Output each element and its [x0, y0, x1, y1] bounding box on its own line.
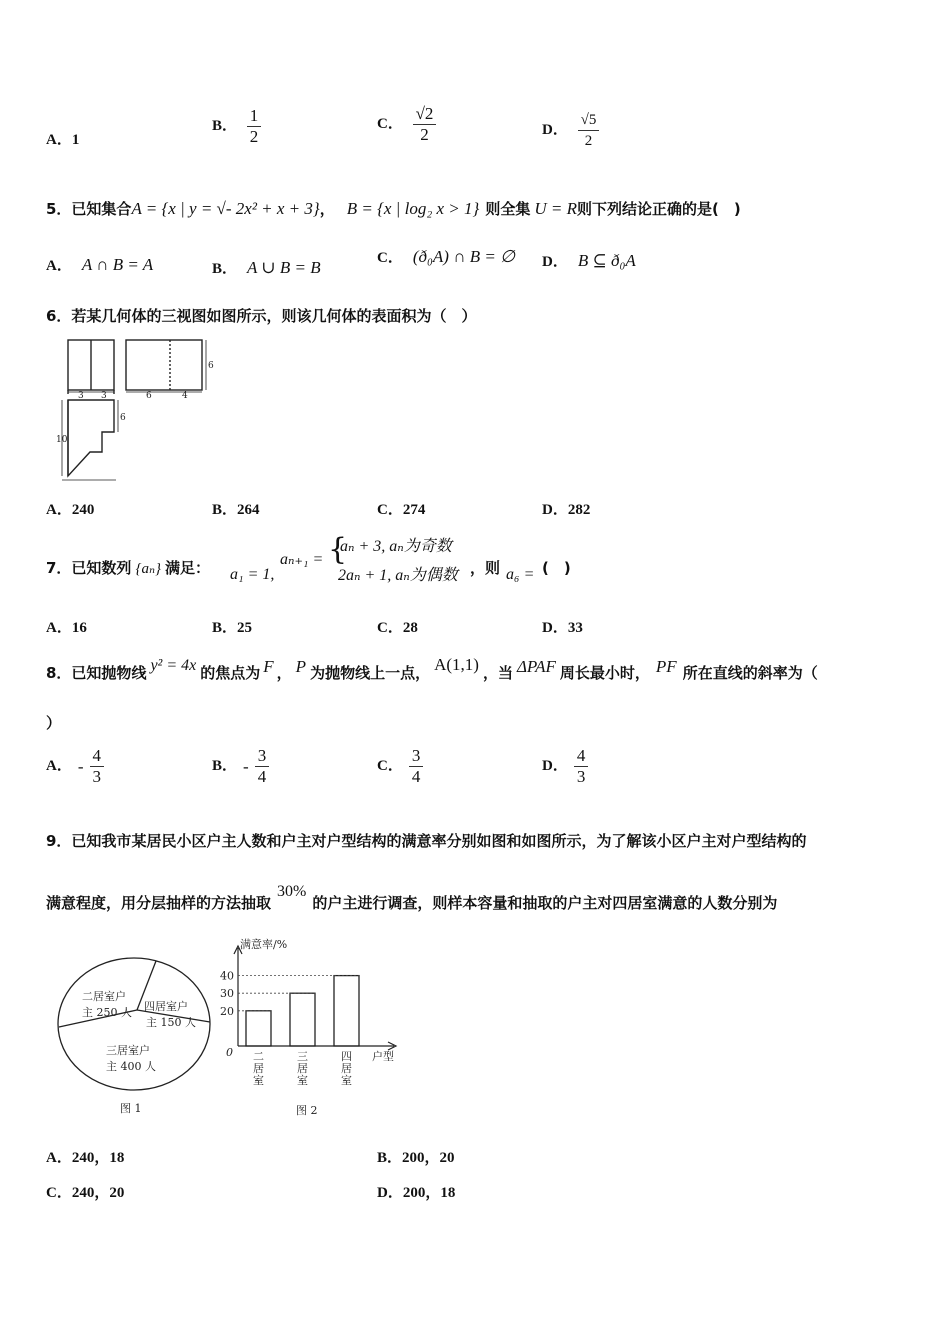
option-math: (ð₀A) ∩ B = ∅ [412, 247, 515, 266]
q8-A: A(1,1) [434, 655, 479, 674]
q7-a6: a₆ = [506, 566, 535, 583]
y-axis-label: 满意率/% [240, 938, 288, 951]
q8-close: ） [46, 714, 62, 732]
q7-option-a[interactable] [46, 616, 87, 637]
q8-text: ， [276, 664, 292, 682]
option-value: 200，20 [402, 1150, 455, 1166]
q5-comma: ， [319, 200, 335, 218]
q5-stem [46, 198, 741, 219]
option-value: 240，20 [71, 1185, 125, 1201]
q9-stem-line1: 9．已知我市某居民小区户主人数和户主对户型结构的满意率分别如图和如图所示，为了解该小区户主对户型结构的 [46, 832, 807, 850]
q5-universe: U = R [534, 199, 577, 218]
option-label: D． [542, 254, 568, 270]
q9-stem-line2 [46, 883, 778, 913]
q5-prefix: 5．已知集合 [46, 200, 132, 218]
numerator: 4 [574, 746, 589, 767]
q7-case-even: 2aₙ + 1, aₙ为偶数 [338, 567, 458, 584]
option-value: 274 [402, 502, 426, 518]
fraction [574, 746, 589, 787]
slice-label: 三居室户 [106, 1044, 150, 1057]
numerator: √2 [413, 104, 437, 125]
slice-label: 主 150 人 [146, 1016, 196, 1029]
option-label: D． [542, 620, 568, 636]
q4-option-c[interactable] [377, 104, 436, 145]
q7-end: ( ) [542, 559, 571, 577]
q8-text: 为抛物线上一点， [310, 664, 431, 682]
option-label: A． [46, 132, 72, 148]
option-label: C． [377, 757, 403, 774]
q7-option-d[interactable] [542, 616, 583, 637]
category-label: 居 [341, 1062, 352, 1075]
category-label: 二 [253, 1050, 264, 1063]
dim-label: 3 [101, 391, 107, 401]
q9-option-c[interactable] [46, 1181, 124, 1202]
q9-text: 的户主进行调查，则样本容量和抽取的户主对四居室满意的人数分别为 [312, 894, 778, 912]
q7-option-b[interactable] [212, 616, 252, 637]
option-label: B． [212, 117, 238, 134]
option-label: D． [542, 121, 568, 138]
option-label: C． [377, 620, 403, 636]
numerator: 3 [255, 746, 270, 767]
option-math: A ∩ B = A [81, 255, 154, 274]
option-value: 25 [237, 620, 253, 636]
option-value: 240 [71, 502, 95, 518]
option-label: B． [212, 757, 238, 774]
option-label: C． [377, 250, 403, 266]
fraction [409, 746, 424, 787]
bar-2 [290, 993, 315, 1046]
slice-label: 主 400 人 [106, 1060, 156, 1073]
q4-option-d[interactable] [542, 110, 599, 151]
dim-label: 6 [146, 391, 152, 401]
numerator: √5 [578, 110, 600, 131]
q9-percent: 30% [277, 883, 307, 900]
slice-label: 主 250 人 [82, 1006, 132, 1019]
q8-text: 所在直线的斜率为（ [682, 664, 818, 682]
option-value: 16 [71, 620, 87, 636]
q5-set-a: A = {x | y = √- 2x² + x + 3} [131, 199, 320, 218]
q6-option-d[interactable] [542, 498, 590, 519]
dim-label: 10 [56, 435, 68, 445]
minus-sign: - [243, 756, 249, 776]
category-label: 居 [297, 1062, 308, 1075]
slice-label: 四居室户 [144, 1000, 188, 1013]
option-label: A． [46, 258, 72, 274]
y-tick-label: 40 [220, 969, 234, 983]
q5-mid: 则全集 [485, 200, 531, 218]
numerator: 4 [90, 746, 105, 767]
denominator: 2 [584, 133, 593, 149]
x-axis-label: 户型 [372, 1050, 394, 1063]
y-tick-label: 20 [220, 1004, 234, 1018]
pie-chart-figure [52, 952, 216, 1122]
figure-caption: 图 1 [120, 1102, 142, 1115]
q8-option-c[interactable] [377, 746, 423, 787]
category-label: 室 [341, 1074, 352, 1087]
three-view-figure [56, 336, 216, 486]
option-label: B． [212, 261, 238, 277]
numerator: 3 [409, 746, 424, 767]
q8-PF: PF [655, 657, 677, 676]
option-label: C． [46, 1185, 72, 1201]
option-value: 200，18 [402, 1185, 456, 1201]
top-view [68, 400, 114, 476]
side-view [126, 340, 202, 390]
q5-option-c[interactable] [377, 246, 515, 267]
slice-label: 二居室户 [82, 990, 126, 1003]
minus-sign: - [77, 756, 84, 776]
q8-option-b[interactable] [212, 746, 269, 787]
category-label: 居 [253, 1062, 264, 1075]
q5-option-b[interactable] [212, 257, 321, 278]
q8-option-a[interactable] [46, 746, 104, 787]
option-value: 240，18 [71, 1150, 125, 1166]
option-value: 264 [237, 502, 260, 518]
q8-stem-line1 [46, 655, 818, 683]
q8-F: F [263, 657, 274, 676]
dim-label: 4 [182, 391, 188, 401]
option-label: A． [46, 620, 72, 636]
option-label: B． [212, 620, 238, 636]
option-math: B ⊆ ð₀A [577, 251, 636, 270]
option-label: D． [377, 1185, 403, 1201]
q5-suffix: 则下列结论正确的是( ) [576, 200, 741, 218]
q8-tri: ΔPAF [516, 657, 556, 676]
q7-prefix: 7．已知数列 [46, 559, 132, 577]
option-value: 33 [567, 620, 583, 636]
fraction [413, 104, 437, 145]
denominator: 3 [576, 767, 586, 786]
option-label: D． [542, 757, 568, 774]
q6-option-c[interactable] [377, 498, 425, 519]
q7-an1: aₙ₊₁ = [280, 551, 324, 568]
q5-set-b: B = {x | log₂ x > 1} [346, 199, 480, 218]
q6-stem: 6．若某几何体的三视图如图所示，则该几何体的表面积为（ ） [46, 307, 477, 325]
denominator: 4 [257, 767, 267, 786]
category-label: 室 [297, 1074, 308, 1087]
origin-label: 0 [226, 1046, 233, 1059]
bar-1 [246, 1011, 271, 1046]
option-label: C． [377, 502, 403, 518]
q7-then: ，则 [470, 559, 501, 577]
option-label: A． [46, 757, 72, 774]
q9-option-b[interactable] [377, 1146, 455, 1167]
category-label: 四 [341, 1050, 352, 1063]
dim-label: 6 [120, 413, 126, 423]
category-label: 三 [297, 1050, 308, 1063]
option-math: A ∪ B = B [247, 258, 321, 277]
option-label: A． [46, 502, 72, 518]
q4-option-a[interactable] [46, 128, 79, 149]
q8-text: ，当 [482, 664, 513, 682]
q7-seq: {aₙ} [135, 561, 162, 577]
denominator: 3 [92, 767, 102, 786]
q9-text: 满意程度，用分层抽样的方法抽取 [46, 894, 272, 912]
fraction [90, 746, 105, 787]
bar-3 [334, 976, 359, 1046]
option-label: A． [46, 1150, 72, 1166]
option-value: 1 [71, 132, 80, 148]
option-value: 28 [402, 620, 418, 636]
q5-option-d[interactable] [542, 250, 636, 271]
fraction [247, 106, 262, 147]
option-label: D． [542, 502, 568, 518]
q7-option-c[interactable] [377, 616, 418, 637]
figure-caption: 图 2 [296, 1104, 318, 1117]
q5-option-a[interactable] [46, 254, 153, 275]
numerator: 1 [247, 106, 262, 127]
q8-text: 周长最小时， [559, 664, 650, 682]
satisfaction-bar-chart [212, 934, 408, 1120]
q7-prefix-line [46, 557, 210, 578]
fraction [578, 110, 600, 151]
dim-label: 6 [208, 361, 214, 371]
q8-P: P [295, 657, 307, 676]
q8-option-d[interactable] [542, 746, 588, 787]
q7-mid: 满足： [165, 559, 211, 577]
category-label: 室 [253, 1074, 264, 1087]
denominator: 2 [420, 125, 429, 144]
option-value: 282 [567, 502, 591, 518]
q8-text: 8．已知抛物线 [46, 664, 147, 682]
q9-option-a[interactable] [46, 1146, 124, 1167]
q6-option-a[interactable] [46, 498, 94, 519]
fraction [255, 746, 270, 787]
option-label: C． [377, 115, 403, 132]
q8-text: 的焦点为 [200, 664, 261, 682]
q7-a1: a₁ = 1, [230, 566, 275, 583]
dim-label: 3 [78, 391, 84, 401]
denominator: 2 [249, 127, 259, 146]
option-label: B． [377, 1150, 403, 1166]
denominator: 4 [411, 767, 421, 786]
q8-eq: y² = 4x [150, 657, 197, 674]
q9-option-d[interactable] [377, 1181, 455, 1202]
q6-option-b[interactable] [212, 498, 260, 519]
brace-icon: { [328, 532, 348, 567]
q4-option-b[interactable] [212, 106, 261, 147]
option-label: B． [212, 502, 238, 518]
y-tick-label: 30 [220, 987, 234, 1001]
q7-case-odd: aₙ + 3, aₙ为奇数 [340, 538, 452, 555]
